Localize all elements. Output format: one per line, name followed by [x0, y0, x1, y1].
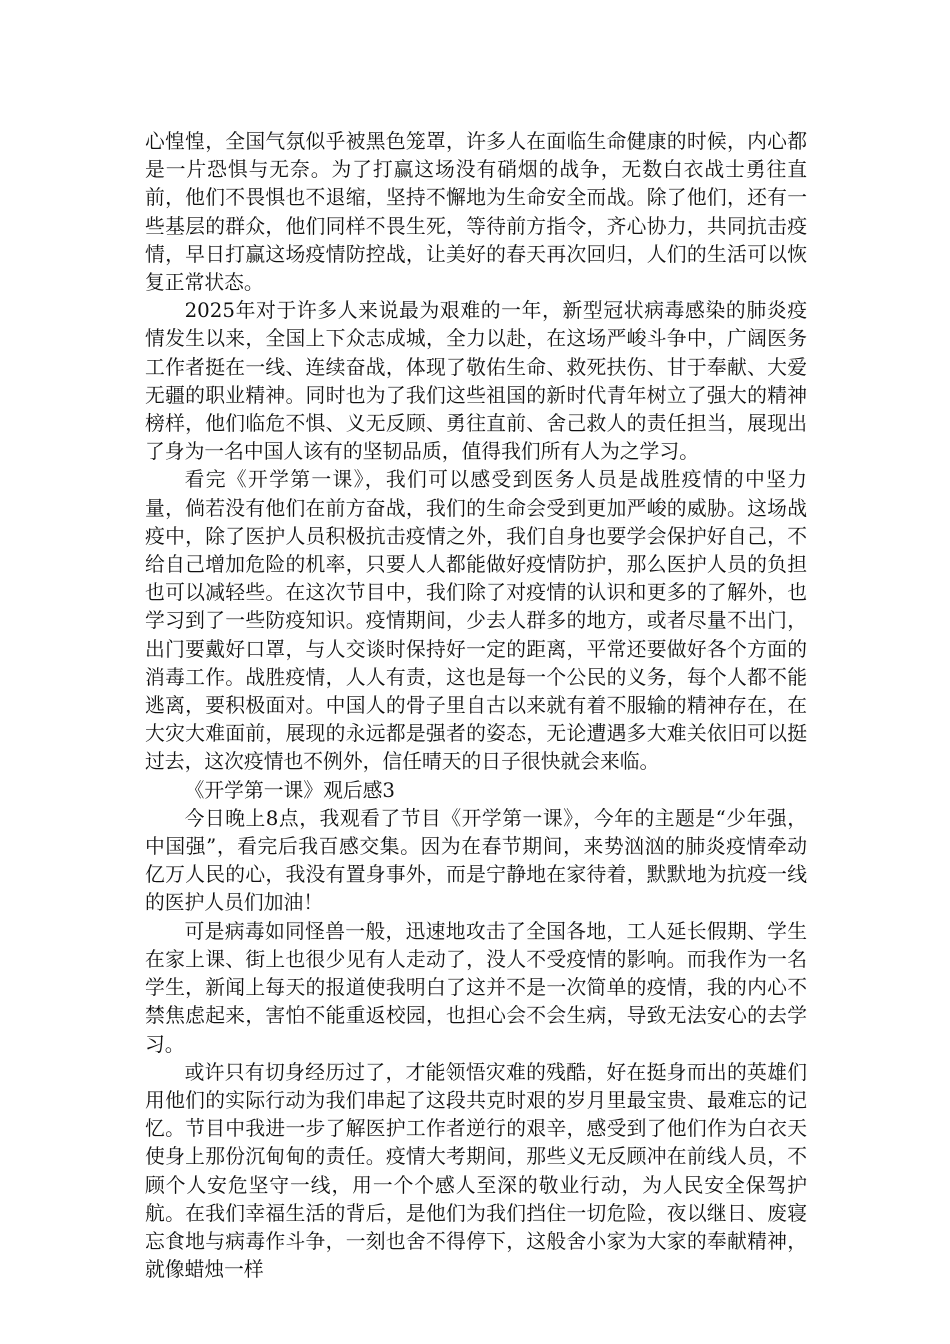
paragraph-3: 看完《开学第一课》，我们可以感受到医务人员是战胜疫情的中坚力量，倘若没有他们在前方奋战，我们的生命会受到更加严峻的威胁。这场战疫中，除了医护人员积极抗击疫情之外，我们自身也要学会保护好自己，不给自己增加危险的机率，只要人人都能做好疫情防护，那么医护人员的负担也可以减轻些。在这次节目中，我们除了对疫情的认识和更多的了解外，也学习到了一些防疫知识。疫情期间，少去人群多的地方，或者尽量不出门，出门要戴好口罩，与人交谈时保持好一定的距离，平常还要做好各个方面的消毒工作。战胜疫情，人人有责，这也是每一个公民的义务，每个人都不能逃离，要积极面对。中国人的骨子里自古以来就有着不服输的精神存在，在大灾大难面前，展现的永远都是强者的姿态，无论遭遇多大难关依旧可以挺过去，这次疫情也不例外，信任晴天的日子很快就会来临。: [145, 468, 807, 774]
document-body: [145, 128, 807, 1284]
paragraph-6: 或许只有切身经历过了，才能领悟灾难的残酷，好在挺身而出的英雄们用他们的实际行动为我们串起了这段共克时艰的岁月里最宝贵、最难忘的记忆。节目中我进一步了解医护工作者逆行的艰辛，感受到了他们作为白衣天使身上那份沉甸甸的责任。疫情大考期间，那些义无反顾冲在前线人员，不顾个人安危坚守一线，用一个个感人至深的敬业行动，为人民安全保驾护航。在我们幸福生活的背后，是他们为我们挡住一切危险，夜以继日、废寝忘食地与病毒作斗争，一刻也舍不得停下，这般舍小家为大家的奉献精神，就像蜡烛一样: [145, 1060, 807, 1282]
paragraph-2: 2025年对于许多人来说最为艰难的一年，新型冠状病毒感染的肺炎疫情发生以来，全国上下众志成城，全力以赴，在这场严峻斗争中，广阔医务工作者挺在一线、连续奋战，体现了敬佑生命、救死扶伤、甘于奉献、大爱无疆的职业精神。同时也为了我们这些祖国的新时代青年树立了强大的精神榜样，他们临危不惧、义无反顾、勇往直前、舍己救人的责任担当，展现出了身为一名中国人该有的坚韧品质，值得我们所有人为之学习。: [145, 299, 807, 464]
paragraph-1: 心惶惶，全国气氛似乎被黑色笼罩，许多人在面临生命健康的时候，内心都是一片恐惧与无奈。为了打赢这场没有硝烟的战争，无数白衣战士勇往直前，他们不畏惧也不退缩，坚持不懈地为生命安全而战。除了他们，还有一些基层的群众，他们同样不畏生死，等待前方指令，齐心协力，共同抗击疫情，早日打赢这场疫情防控战，让美好的春天再次回归，人们的生活可以恢复正常状态。: [145, 130, 807, 295]
section-heading: 《开学第一课》观后感3: [184, 778, 395, 802]
paragraph-4: 今日晚上8点，我观看了节目《开学第一课》，今年的主题是“少年强，中国强”，看完后我百感交集。因为在春节期间，来势汹汹的肺炎疫情牵动亿万人民的心，我没有置身事外，而是宁静地在家待着，默默地为抗疫一线的医护人员们加油！: [145, 806, 807, 915]
paragraph-5: 可是病毒如同怪兽一般，迅速地攻击了全国各地，工人延长假期、学生在家上课、街上也很少见有人走动了，没人不受疫情的影响。而我作为一名学生，新闻上每天的报道使我明白了这并不是一次简单的疫情，我的内心不禁焦虑起来，害怕不能重返校园，也担心会不会生病，导致无法安心的去学习。: [145, 919, 807, 1056]
